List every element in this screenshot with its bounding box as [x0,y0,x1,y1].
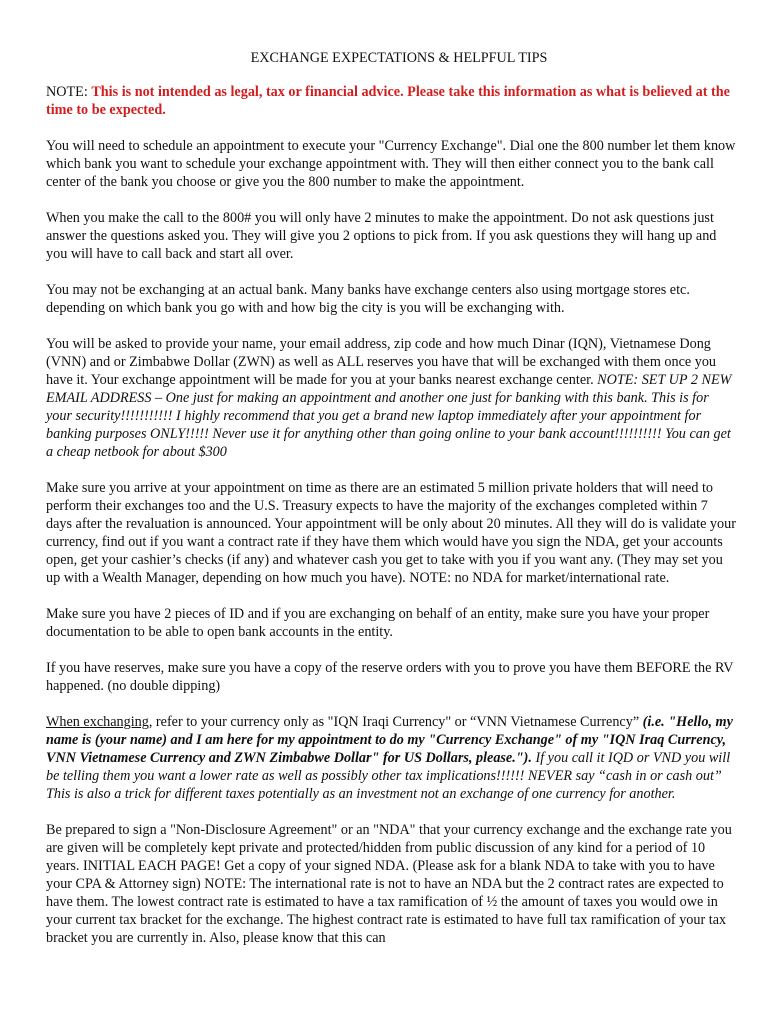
page-title: EXCHANGE EXPECTATIONS & HELPFUL TIPS [250,50,548,66]
paragraph-arrive-on-time: Make sure you arrive at your appointment on time as there are an estimated 5 million private holders that will need to perform their exchanges too and the U.S. Treasury expects to have the majority of the exchanges completed within 7 days after the revaluation is announced. Your appointment will be only about 20 minutes. All they will do is validate your currency, find out if you want a contract rate if they have them which would have you sign the NDA, get your accounts open, get your cashier’s checks (if any) and whatever cash you get to take with you if you want any. (They may set you up with a Wealth Manager, depending on how much you have). NOTE: no NDA for market/international rate. [46,480,736,586]
email-setup-note: NOTE: SET UP 2 NEW EMAIL ADDRESS – One just for making an appointment and another one just for banking with this bank. This is for your security!!!!!!!!!!! I highly recommend that you get a brand new laptop immediately after your appointment for banking purposes ONLY!!!!! Never use it for anything other than going online to your bank account!!!!!!!!!! You can get a cheap netbook for about $300 [46,372,732,460]
paragraph-nda: Be prepared to sign a "Non-Disclosure Agreement" or an "NDA" that your currency exchange and the exchange rate you are given will be completely kept private and protected/hidden from public discussion of any kind for a period of 10 years. INITIAL EACH PAGE! Get a copy of your signed NDA. (Please ask for a blank NDA to take with you to have your CPA & Attorney sign) NOTE: The international rate is not to have an NDA but the 2 contract rates are expected to have them. The lowest contract rate is estimated to have a tax ramification of ½ the amount of taxes you would owe in your current tax bracket for the exchange. The highest contract rate is estimated to have full tax ramification of your tax bracket you are currently in. Also, please know that this can [46,822,732,946]
disclaimer-note [46,83,736,119]
paragraph-id-requirements: Make sure you have 2 pieces of ID and if you are exchanging on behalf of an entity, make sure you have your proper documentation to be able to open bank accounts in the entity. [46,606,710,640]
paragraph-800-call: When you make the call to the 800# you will only have 2 minutes to make the appointment. Do not ask questions just answer the questions asked you. They will give you 2 options to pick from. If you ask questions they will hang up and you will have to call back and start all over. [46,210,717,262]
document-page [46,0,736,965]
paragraph-exchange-location: You may not be exchanging at an actual bank. Many banks have exchange centers also using mortgage stores etc. depending on which bank you go with and how big the city is you will be exchanging with. [46,282,690,316]
example-script: (i.e. "Hello, my name is (your name) and I am here for my appointment to do my "Currency Exchange" of my "IQN Iraq Currency, VNN Vietnamese Currency and ZWN Zimbabwe Dollar" for US Dollars, please."). [46,714,733,766]
info-required-text: You will be asked to provide your name, your email address, zip code and how much Dinar (IQN), Vietnamese Dong (VNN) and or Zimbabwe Dollar (ZWN) as well as ALL reserves you have that will be exchanged with them once you have it. Your exchange appointment will be made for you at your banks nearest exchange center. [46,336,717,388]
paragraph-information-required [46,335,736,461]
currency-naming-text: , refer to your currency only as "IQN Iraqi Currency" or “VNN Vietnamese Currency” [148,714,643,730]
paragraph-schedule-appointment: You will need to schedule an appointment to execute your "Currency Exchange". Dial one the 800 number let them know which bank you want to schedule your exchange appointment with. They will then either connect you to the bank call center of the bank you choose or give you the 800 number to make the appointment. [46,138,736,190]
paragraph-when-exchanging [46,713,736,803]
note-label: NOTE: [46,84,92,100]
paragraph-reserves: If you have reserves, make sure you have a copy of the reserve orders with you to prove you have them BEFORE the RV happened. (no double dipping) [46,660,734,694]
when-exchanging-heading: When exchanging [46,714,149,730]
tax-warning: If you call it IQD or VND you will be telling them you want a lower rate as well as possibly other tax implications!!!!!! NEVER say “cash in or cash out” This is also a trick for different taxes potentially as an investment not an exchange of one currency for another. [46,750,731,802]
note-text: This is not intended as legal, tax or financial advice. Please take this information as what is believed at the time to be expected. [46,84,730,118]
